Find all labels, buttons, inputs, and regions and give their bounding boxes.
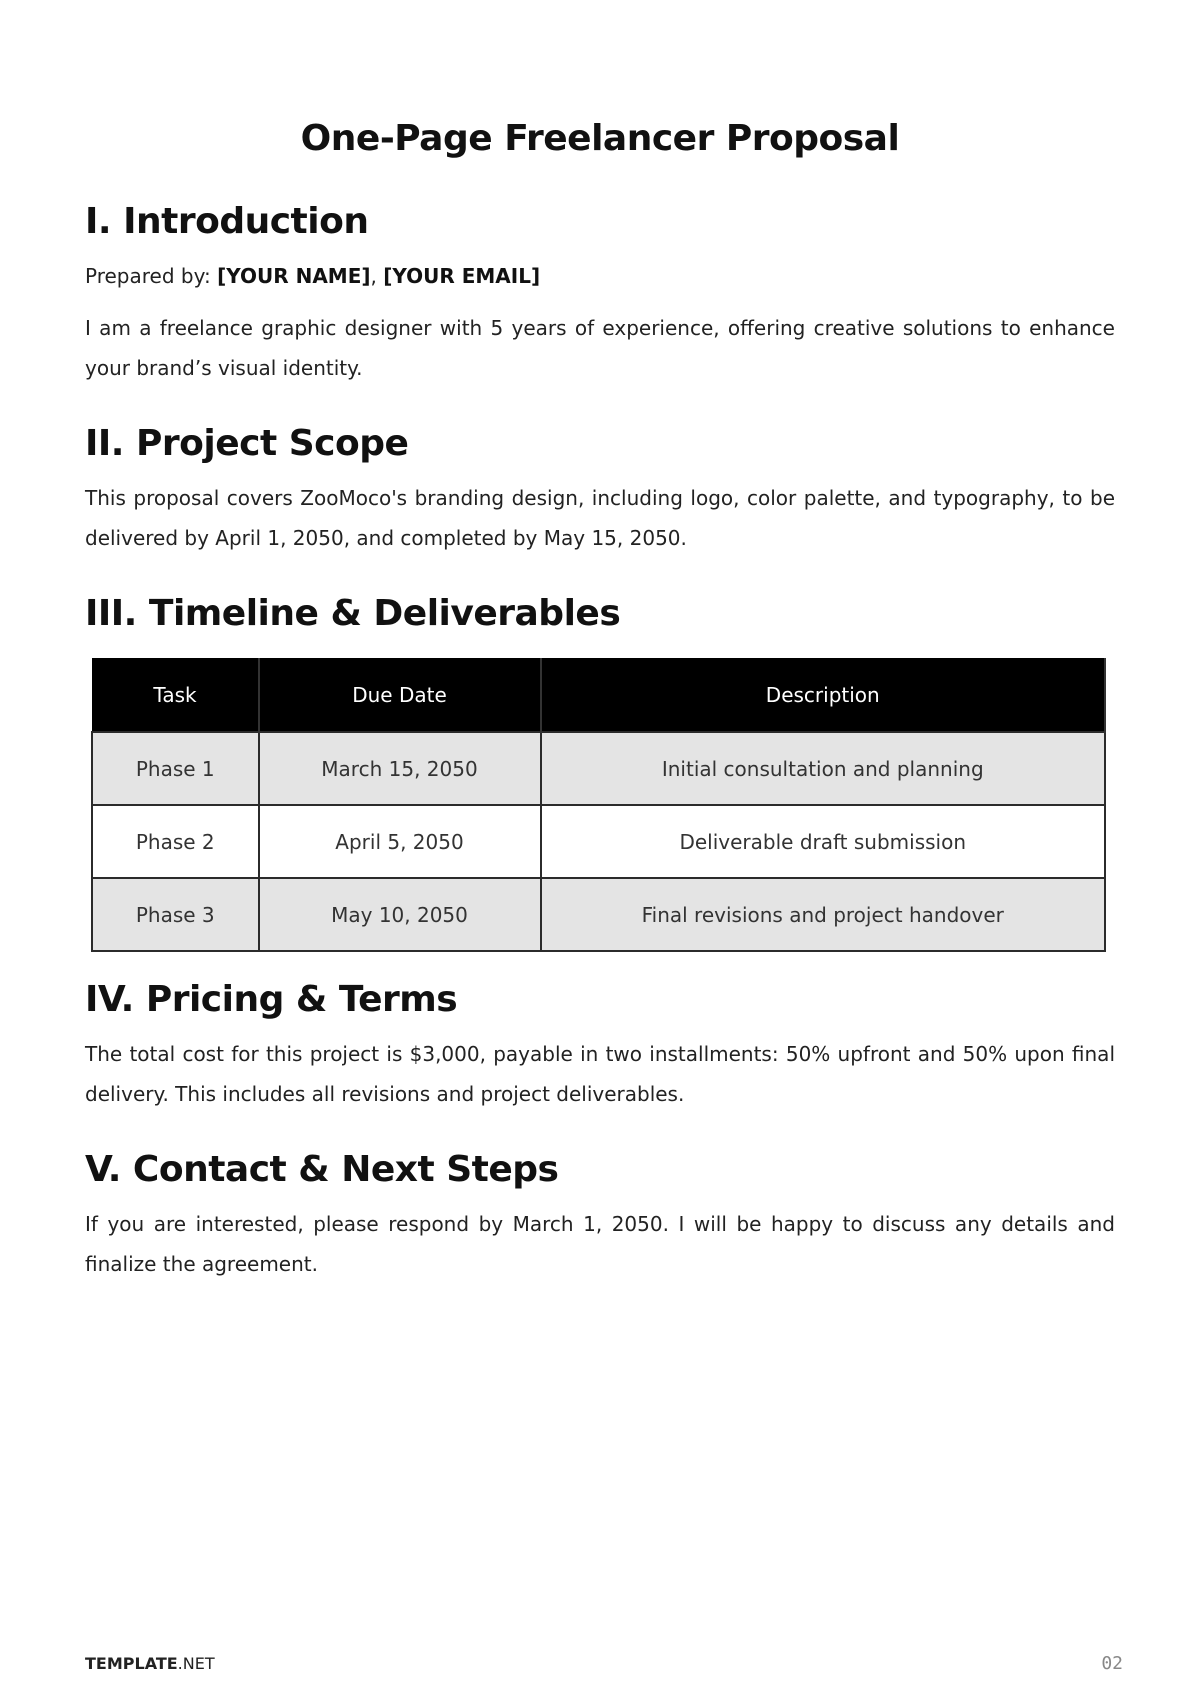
section-project-scope (85, 422, 1115, 558)
prepared-by-label: Prepared by: (85, 264, 218, 288)
pricing-heading: IV. Pricing & Terms (85, 979, 458, 1020)
task-cell: Phase 1 (92, 732, 259, 805)
table-header-row (92, 659, 1105, 733)
prepared-by-email: [YOUR EMAIL] (383, 264, 541, 288)
section-introduction (85, 200, 1115, 388)
task-cell: Phase 2 (92, 805, 259, 878)
description-cell: Deliverable draft submission (541, 805, 1106, 878)
introduction-body: I am a freelance graphic designer with 5 years of experience, offering creative solutions to enhance your brand’s visual identity. (85, 316, 1115, 380)
due-date-cell: May 10, 2050 (259, 878, 541, 951)
prepared-by-line (85, 256, 1115, 296)
section-timeline (85, 592, 1115, 636)
footer-brand-suffix: .NET (177, 1654, 215, 1673)
section-contact (85, 1148, 1115, 1284)
introduction-heading: I. Introduction (85, 201, 369, 242)
pricing-body: The total cost for this project is $3,000, payable in two installments: 50% upfront and 50% upon final delivery. This includes all revisions and project deliverables. (85, 1042, 1115, 1106)
section-pricing (85, 978, 1115, 1114)
column-header-due-date: Due Date (259, 659, 541, 733)
table-row (92, 878, 1105, 951)
deliverables-table (91, 658, 1106, 952)
footer-brand-logo (85, 1654, 215, 1673)
description-cell: Initial consultation and planning (541, 732, 1106, 805)
project-scope-body: This proposal covers ZooMoco's branding design, including logo, color palette, and typography, to be delivered by April 1, 2050, and completed by May 15, 2050. (85, 486, 1115, 550)
document-title: One-Page Freelancer Proposal (300, 118, 900, 159)
due-date-cell: March 15, 2050 (259, 732, 541, 805)
description-cell: Final revisions and project handover (541, 878, 1106, 951)
prepared-by-name: [YOUR NAME] (217, 264, 371, 288)
footer-brand-bold: TEMPLATE (85, 1654, 178, 1673)
page-number: 02 (1101, 1653, 1123, 1674)
table-row (92, 805, 1105, 878)
project-scope-heading: II. Project Scope (85, 423, 409, 464)
table-row (92, 732, 1105, 805)
timeline-heading: III. Timeline & Deliverables (85, 593, 621, 634)
column-header-description: Description (541, 659, 1106, 733)
contact-heading: V. Contact & Next Steps (85, 1149, 559, 1190)
contact-body: If you are interested, please respond by March 1, 2050. I will be happy to discuss any details and finalize the agreement. (85, 1212, 1115, 1276)
due-date-cell: April 5, 2050 (259, 805, 541, 878)
task-cell: Phase 3 (92, 878, 259, 951)
column-header-task: Task (92, 659, 259, 733)
prepared-by-separator: , (370, 264, 384, 288)
